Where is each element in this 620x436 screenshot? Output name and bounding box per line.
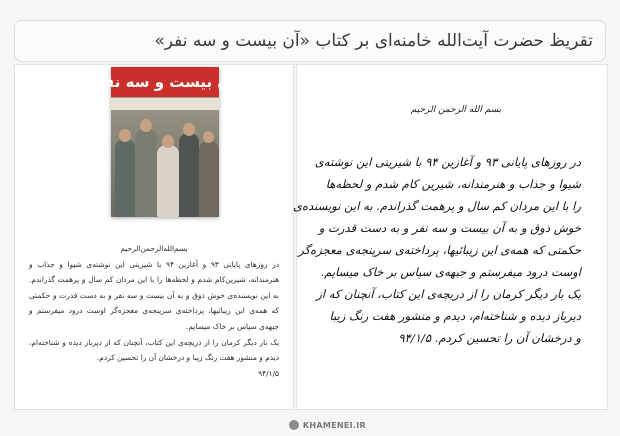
figure-head — [183, 123, 195, 136]
handwritten-line: دیرباز دیده و شناخته‌ام، دیدم و منشور هفت رنگ زیبا — [329, 309, 581, 323]
figure-shape — [179, 133, 199, 217]
typed-text-panel — [14, 64, 294, 410]
figure-head — [203, 131, 214, 143]
figure-shape — [199, 141, 219, 217]
endorsement-paragraph: یک بار دیگر کرمان را از دریچه‌ی این کتاب، آنچنان که از دیرباز دیده و شناخته‌ام، دیدم و منشور هفت رنگ زیبا و درخشان آن را تحسین کردم. — [29, 337, 279, 363]
handwritten-heading: بسم الله الرحمن الرحیم — [410, 105, 502, 115]
figure-shape — [135, 129, 157, 217]
page-title: تقریظ حضرت آیت‌الله خامنه‌ای بر کتاب «آن بیست و سه نفر» — [154, 31, 593, 51]
handwritten-line: در روزهای پایانی ۹۳ و آغازین ۹۴ با شیرینی این نوشته‌ی — [314, 155, 581, 169]
handwritten-lines — [292, 151, 581, 349]
handwritten-line: خوش ذوق و به آن بیست و سه نفر و به دست قدرت و — [318, 221, 581, 235]
book-cover-band — [94, 67, 236, 97]
handwritten-line: حکمتی که همه‌ی این زیبائیها، پرداخته‌ی سرپنجه‌ی معجزه‌گر — [298, 243, 581, 257]
book-cover-title: آن بیست و سه نفر — [94, 73, 236, 91]
title-bar — [14, 20, 606, 62]
handwritten-line: و درخشان آن را تحسین کردم. ۹۴/۱/۵ — [398, 331, 581, 345]
typed-endorsement-text — [29, 241, 279, 381]
figure-shape — [157, 145, 179, 217]
endorsement-date: ۹۴/۱/۵ — [258, 368, 279, 378]
figure-head — [162, 135, 174, 148]
figure-shape — [115, 139, 135, 217]
logo-text: KHAMENEI.IR — [302, 420, 366, 430]
logo-mark-icon — [289, 420, 299, 430]
handwritten-line: اوست درود میفرستم و جبهه‌ی سپاس بر خاک میسایم. — [320, 265, 581, 279]
site-logo — [289, 420, 366, 430]
bismillah-text: بسم‌الله‌الرحمن‌الرحیم — [120, 244, 188, 253]
figure-head — [119, 129, 131, 142]
book-cover-image — [94, 67, 236, 217]
handwritten-line: شیوا و جذاب و هنرمندانه، شیرین کام شدم و لحظه‌ها — [325, 177, 581, 191]
handwritten-note-panel — [292, 64, 608, 410]
book-cover-caption-strip — [111, 98, 219, 110]
figure-head — [140, 119, 152, 132]
handwritten-line: را با این مردان کم سال و پرهمت گذراندم. به این نویسنده‌ی — [292, 199, 581, 213]
endorsement-paragraph: در روزهای پایانی ۹۳ و آغازین ۹۴ با شیرینی این نوشته‌ی شیوا و جذاب و هنرمندانه، شیرین‌کام شدم و لحظه‌ها را با این مردان کم سال و پرهمت گذراندم. به این نویسنده‌ی خوش ذوق و به آن بیست و سه نفر و به دست قدرت و حکمتی که همه‌ی این زیبائیها، پرداخته‌ی سرپنجه‌ی معجزه‌گر اوست درود میفرستم و جبهه‌ی سپاس بر خاک میسایم. — [29, 259, 279, 331]
handwritten-line: یک بار دیگر کرمان را از دریچه‌ی این کتاب، آنچنان که از — [316, 287, 581, 301]
